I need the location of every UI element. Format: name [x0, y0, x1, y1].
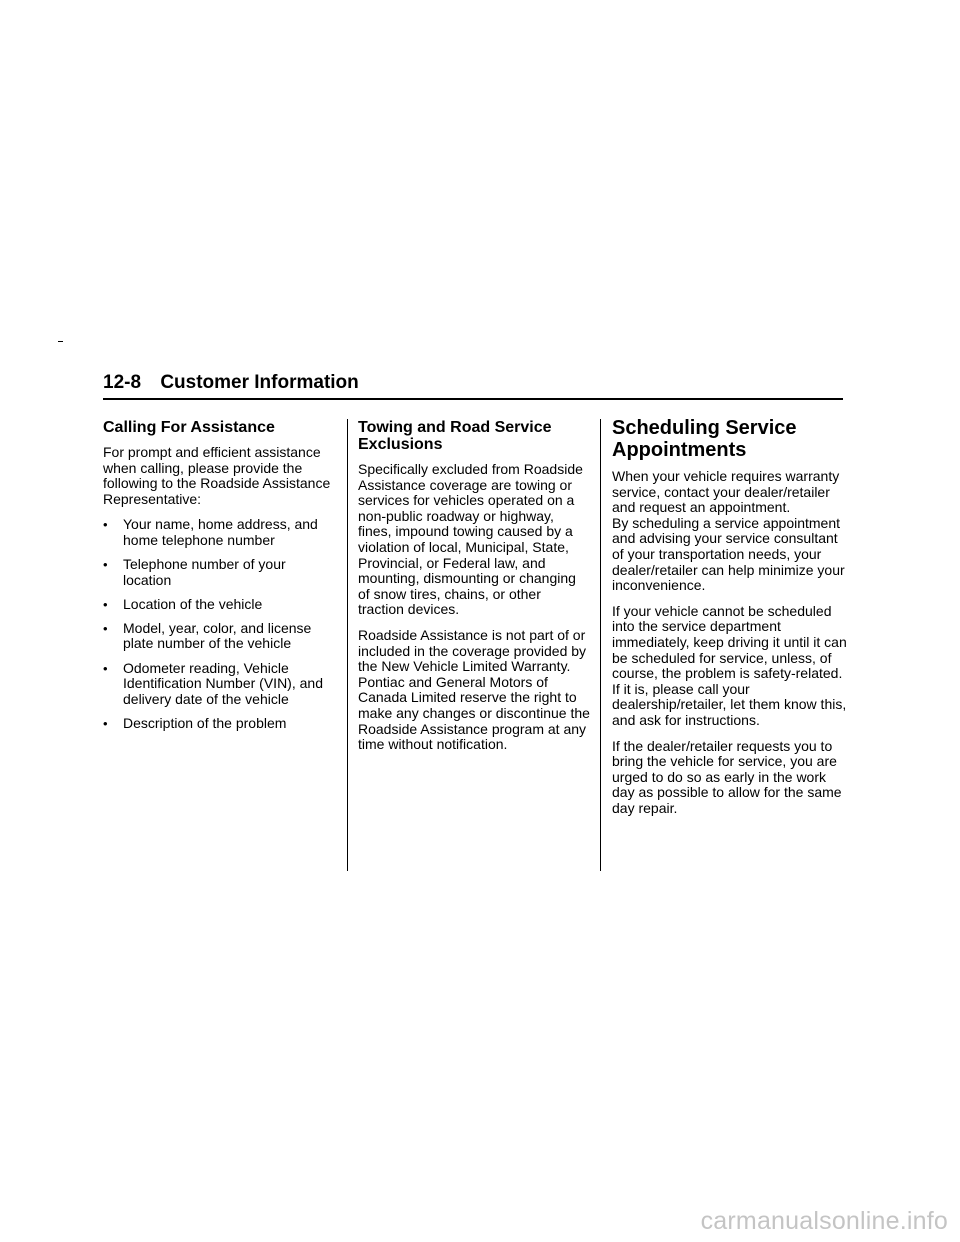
same-day-repair-paragraph: If the dealer/retailer requests you to bring the vehicle for service, you are urged to do so as early in the work day as possible to allow for the same day repair. — [612, 737, 842, 816]
towing-exclusions-paragraph: Specifically excluded from Roadside Assistance coverage are towing or services for vehicles operated on a non-public roadway or highway, fines, impound towing caused by a violation of local, Municipal, State, Provincial, or Federal law, and mounting, dismounting or changing of snow tires, chains, or other traction devices. — [358, 461, 583, 618]
scheduling-benefits-paragraph: By scheduling a service appointment and advising your service consultant of your transportation needs, your dealer/retailer can help minimize your inconvenience. — [612, 514, 845, 594]
bullet-icon: • — [103, 620, 108, 636]
list-item — [103, 557, 335, 588]
column-calling-for-assistance — [103, 417, 335, 740]
list-item-text: Description of the problem — [123, 714, 287, 731]
list-item-text: Model, year, color, and license plate number of the vehicle — [123, 619, 312, 652]
list-item-text: Telephone number of your location — [123, 556, 286, 588]
column-divider — [347, 419, 348, 871]
page-number: 12-8 — [103, 372, 142, 393]
bullet-icon: • — [103, 715, 108, 731]
list-item-text: Location of the vehicle — [123, 595, 263, 612]
bullet-icon: • — [103, 660, 108, 676]
list-item — [103, 517, 335, 548]
section-title-scheduling-service: Scheduling Service Appointments — [612, 417, 797, 461]
safety-related-paragraph: If your vehicle cannot be scheduled into the service department immediately, keep driving it until it can be scheduled for service, unless, of course, the problem is safety-related. If it is, please call your dealership/retailer, let them know this, and ask for instructions. — [612, 602, 847, 728]
chapter-title: Customer Information — [160, 372, 359, 393]
list-item — [103, 661, 335, 708]
column-divider — [600, 419, 601, 871]
site-watermark: carmanualsonline.info — [700, 1207, 948, 1235]
page-corner-mark — [58, 341, 63, 342]
assistance-info-list — [103, 517, 335, 731]
bullet-icon: • — [103, 557, 108, 573]
list-item-text: Your name, home address, and home telephone number — [123, 516, 318, 548]
bullet-icon: • — [103, 596, 108, 612]
page-header — [103, 372, 843, 400]
column-scheduling-service — [612, 417, 848, 826]
warranty-service-paragraph: When your vehicle requires warranty service, contact your dealer/retailer and request an appointment. — [612, 468, 840, 516]
list-item — [103, 716, 335, 732]
list-item-text: Odometer reading, Vehicle Identification Number (VIN), and delivery date of the vehicle — [123, 659, 323, 707]
calling-assistance-intro: For prompt and efficient assistance when calling, please provide the following to the Roadside Assistance Representative: — [103, 444, 331, 507]
list-item — [103, 621, 335, 652]
column-towing-exclusions — [358, 417, 590, 763]
list-item — [103, 597, 335, 613]
section-title-towing-exclusions: Towing and Road Service Exclusions — [358, 419, 552, 453]
section-title-calling-for-assistance: Calling For Assistance — [103, 419, 275, 436]
warranty-coverage-paragraph: Roadside Assistance is not part of or included in the coverage provided by the New Vehicle Limited Warranty. Pontiac and General Motors of Canada Limited reserve the right to make any changes or discontinue the Roadside Assistance program at any time without notification. — [358, 626, 590, 753]
bullet-icon: • — [103, 517, 108, 533]
